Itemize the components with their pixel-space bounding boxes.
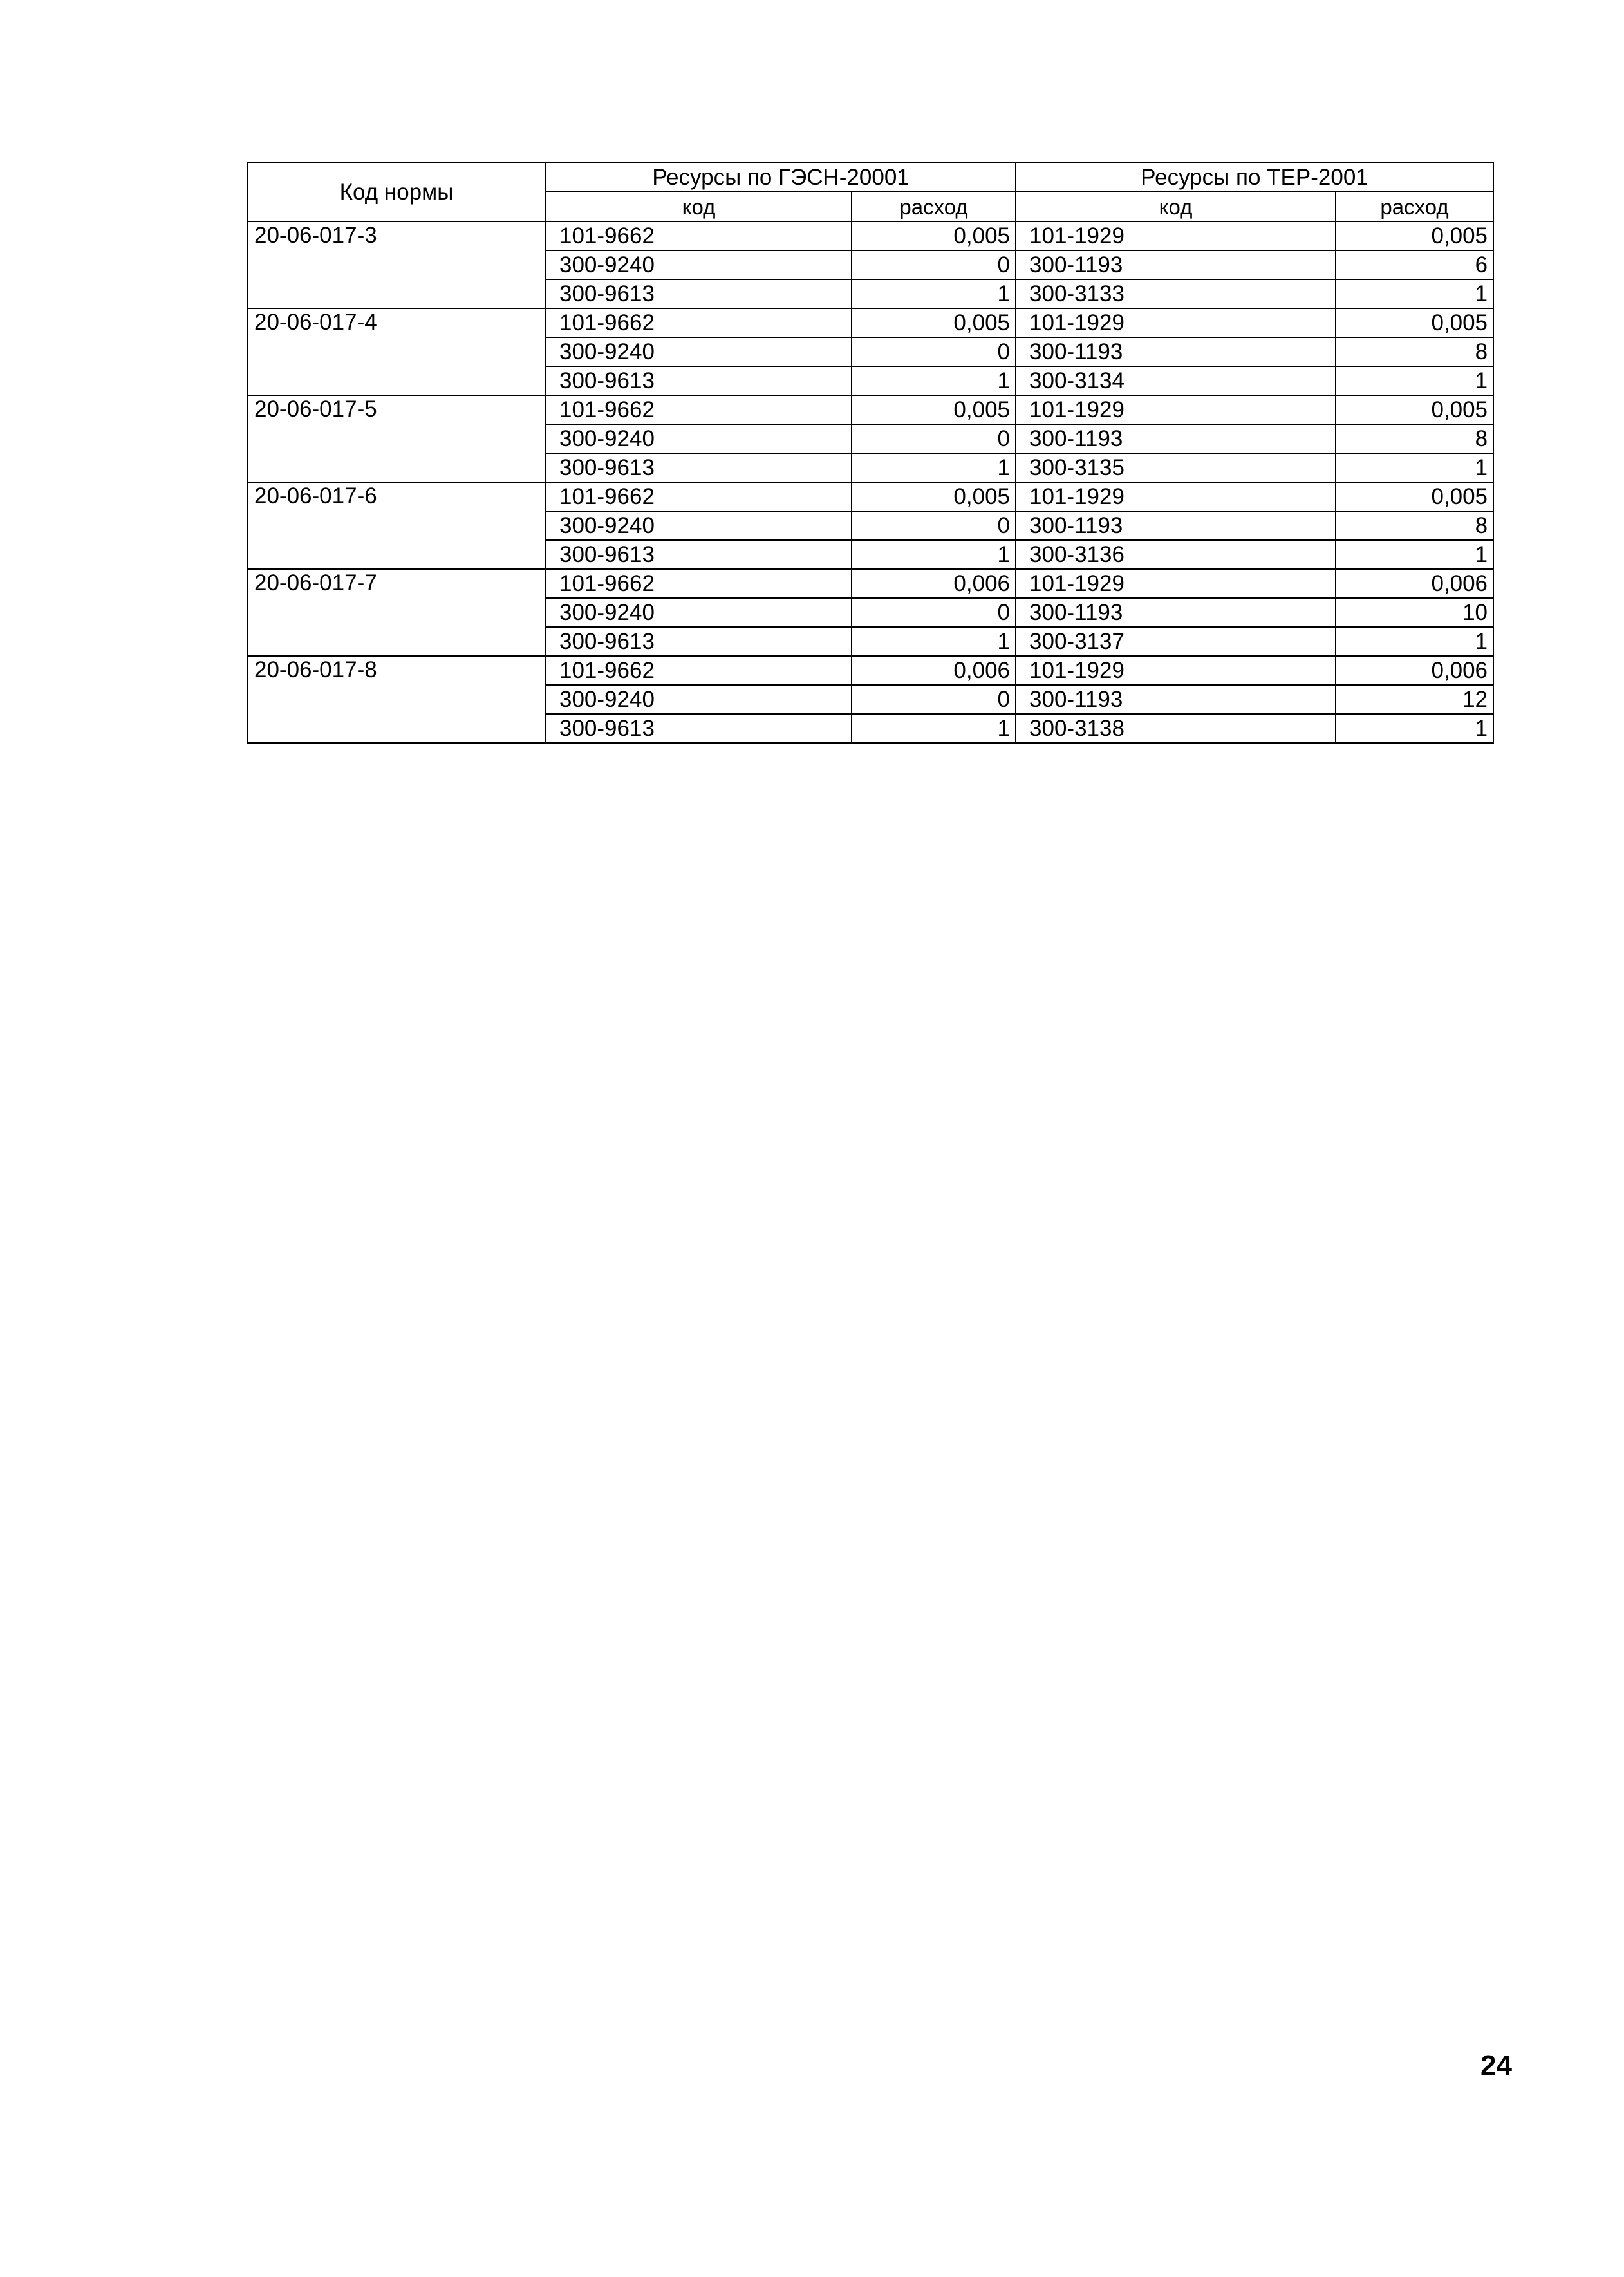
gesn-rate-cell: 0,006 <box>852 656 1016 685</box>
ter-code-cell: 101-1929 <box>1016 395 1336 424</box>
ter-rate-cell: 8 <box>1336 511 1493 540</box>
ter-code-cell: 300-1193 <box>1016 598 1336 627</box>
table-row <box>247 656 1493 685</box>
resource-table <box>247 162 1494 744</box>
gesn-code-cell: 300-9240 <box>546 424 852 453</box>
ter-rate-cell: 10 <box>1336 598 1493 627</box>
header-gesn-resources: Ресурсы по ГЭСН-20001 <box>546 162 1016 192</box>
ter-rate-cell: 1 <box>1336 540 1493 569</box>
ter-rate-cell: 0,005 <box>1336 308 1493 337</box>
ter-code-cell: 300-1193 <box>1016 424 1336 453</box>
table-row <box>247 308 1493 337</box>
ter-code-cell: 300-3134 <box>1016 366 1336 395</box>
norm-code-cell: 20-06-017-5 <box>247 395 546 482</box>
ter-rate-cell: 1 <box>1336 453 1493 482</box>
ter-code-cell: 300-1193 <box>1016 250 1336 279</box>
gesn-rate-cell: 1 <box>852 714 1016 743</box>
gesn-rate-cell: 0 <box>852 685 1016 714</box>
ter-code-cell: 300-1193 <box>1016 511 1336 540</box>
ter-code-cell: 300-3138 <box>1016 714 1336 743</box>
gesn-rate-cell: 0,005 <box>852 482 1016 511</box>
header-norm-code: Код нормы <box>247 162 546 221</box>
ter-rate-cell: 0,006 <box>1336 569 1493 598</box>
ter-code-cell: 101-1929 <box>1016 308 1336 337</box>
norm-code-cell: 20-06-017-3 <box>247 221 546 308</box>
gesn-rate-cell: 0 <box>852 337 1016 366</box>
ter-rate-cell: 0,006 <box>1336 656 1493 685</box>
gesn-code-cell: 300-9613 <box>546 714 852 743</box>
norm-code-cell: 20-06-017-7 <box>247 569 546 656</box>
norm-code-cell: 20-06-017-4 <box>247 308 546 395</box>
gesn-code-cell: 300-9613 <box>546 366 852 395</box>
table-row <box>247 569 1493 598</box>
ter-rate-cell: 1 <box>1336 627 1493 656</box>
gesn-code-cell: 300-9613 <box>546 279 852 308</box>
norm-code-cell: 20-06-017-6 <box>247 482 546 569</box>
ter-code-cell: 101-1929 <box>1016 569 1336 598</box>
gesn-rate-cell: 0,005 <box>852 221 1016 250</box>
gesn-code-cell: 300-9240 <box>546 250 852 279</box>
gesn-code-cell: 101-9662 <box>546 395 852 424</box>
gesn-rate-cell: 1 <box>852 540 1016 569</box>
ter-rate-cell: 1 <box>1336 279 1493 308</box>
gesn-rate-cell: 1 <box>852 627 1016 656</box>
norm-code-cell: 20-06-017-8 <box>247 656 546 743</box>
ter-code-cell: 101-1929 <box>1016 221 1336 250</box>
header-ter-rate: расход <box>1336 192 1493 221</box>
gesn-rate-cell: 1 <box>852 366 1016 395</box>
ter-rate-cell: 6 <box>1336 250 1493 279</box>
header-row-top <box>247 162 1493 192</box>
ter-rate-cell: 12 <box>1336 685 1493 714</box>
gesn-code-cell: 300-9240 <box>546 598 852 627</box>
gesn-code-cell: 300-9613 <box>546 453 852 482</box>
ter-code-cell: 300-3136 <box>1016 540 1336 569</box>
gesn-rate-cell: 0 <box>852 598 1016 627</box>
gesn-code-cell: 300-9613 <box>546 540 852 569</box>
gesn-code-cell: 300-9240 <box>546 685 852 714</box>
ter-rate-cell: 1 <box>1336 714 1493 743</box>
gesn-code-cell: 101-9662 <box>546 221 852 250</box>
ter-code-cell: 300-3137 <box>1016 627 1336 656</box>
ter-code-cell: 300-1193 <box>1016 685 1336 714</box>
ter-code-cell: 101-1929 <box>1016 482 1336 511</box>
gesn-rate-cell: 0,005 <box>852 308 1016 337</box>
gesn-rate-cell: 0 <box>852 511 1016 540</box>
header-ter-resources: Ресурсы по ТЕР-2001 <box>1016 162 1493 192</box>
gesn-code-cell: 101-9662 <box>546 656 852 685</box>
gesn-rate-cell: 1 <box>852 453 1016 482</box>
gesn-rate-cell: 0 <box>852 250 1016 279</box>
header-gesn-code: код <box>546 192 852 221</box>
gesn-rate-cell: 0,006 <box>852 569 1016 598</box>
ter-code-cell: 300-1193 <box>1016 337 1336 366</box>
table-row <box>247 395 1493 424</box>
table-row <box>247 482 1493 511</box>
ter-code-cell: 300-3133 <box>1016 279 1336 308</box>
header-ter-code: код <box>1016 192 1336 221</box>
ter-code-cell: 101-1929 <box>1016 656 1336 685</box>
gesn-rate-cell: 1 <box>852 279 1016 308</box>
gesn-code-cell: 300-9240 <box>546 337 852 366</box>
ter-rate-cell: 1 <box>1336 366 1493 395</box>
ter-code-cell: 300-3135 <box>1016 453 1336 482</box>
table-body <box>247 162 1493 743</box>
table-row <box>247 221 1493 250</box>
ter-rate-cell: 8 <box>1336 337 1493 366</box>
gesn-rate-cell: 0 <box>852 424 1016 453</box>
page-number: 24 <box>1480 2050 1512 2081</box>
gesn-code-cell: 101-9662 <box>546 569 852 598</box>
header-gesn-rate: расход <box>852 192 1016 221</box>
gesn-code-cell: 300-9240 <box>546 511 852 540</box>
ter-rate-cell: 0,005 <box>1336 221 1493 250</box>
ter-rate-cell: 0,005 <box>1336 482 1493 511</box>
gesn-code-cell: 300-9613 <box>546 627 852 656</box>
gesn-code-cell: 101-9662 <box>546 482 852 511</box>
gesn-code-cell: 101-9662 <box>546 308 852 337</box>
gesn-rate-cell: 0,005 <box>852 395 1016 424</box>
ter-rate-cell: 8 <box>1336 424 1493 453</box>
ter-rate-cell: 0,005 <box>1336 395 1493 424</box>
